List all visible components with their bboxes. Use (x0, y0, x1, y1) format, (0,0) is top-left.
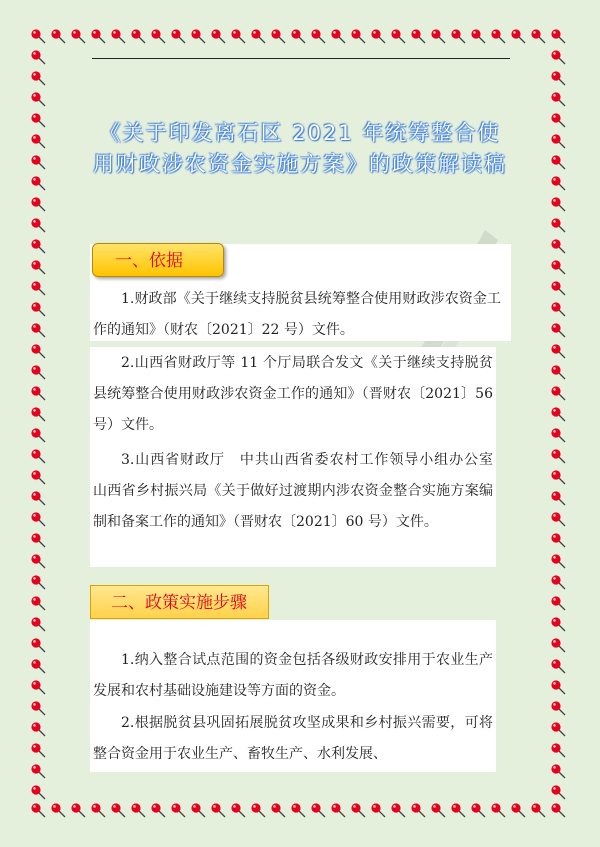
pushpin-icon (551, 29, 565, 43)
pushpin-icon (371, 29, 385, 43)
pushpin-icon (551, 71, 565, 85)
pushpin-icon (31, 764, 45, 778)
pushpin-icon (351, 29, 365, 43)
pushpin-icon (471, 29, 485, 43)
pushpin-icon (131, 29, 145, 43)
pushpin-icon (551, 554, 565, 568)
pushpin-icon (31, 512, 45, 526)
pushpin-icon (551, 323, 565, 337)
pushpin-icon (271, 29, 285, 43)
pushpin-icon (31, 407, 45, 421)
pushpin-icon (331, 803, 345, 817)
pushpin-icon (31, 785, 45, 799)
pushpin-icon (31, 743, 45, 757)
pushpin-icon (191, 29, 205, 43)
pushpin-icon (291, 29, 305, 43)
pushpin-icon (351, 803, 365, 817)
pushpin-icon (31, 92, 45, 106)
pushpin-icon (51, 29, 65, 43)
pushpin-icon (551, 764, 565, 778)
pushpin-icon (431, 29, 445, 43)
steps-item-2: 2.根据脱贫县巩固拓展脱贫攻坚成果和乡村振兴需要，可将整合资金用于农业生产、畜牧生产、水利发展、 (93, 715, 493, 762)
pushpin-icon (311, 29, 325, 43)
pushpin-icon (31, 386, 45, 400)
pushpin-icon (331, 29, 345, 43)
pushpin-icon (151, 803, 165, 817)
pushpin-icon (31, 659, 45, 673)
pushpin-icon (551, 218, 565, 232)
section-heading-steps: 二、政策实施步骤 (90, 585, 269, 619)
pushpin-icon (91, 29, 105, 43)
pushpin-icon (511, 803, 525, 817)
pushpin-icon (451, 803, 465, 817)
pushpin-icon (551, 302, 565, 316)
pushpin-icon (191, 803, 205, 817)
pushpin-icon (51, 803, 65, 817)
pushpin-icon (551, 134, 565, 148)
pushpin-icon (31, 596, 45, 610)
pushpin-icon (551, 344, 565, 358)
top-divider (92, 58, 510, 59)
pushpin-icon (531, 29, 545, 43)
pushpin-icon (411, 29, 425, 43)
pushpin-icon (551, 701, 565, 715)
pushpin-icon (31, 575, 45, 589)
pushpin-icon (551, 638, 565, 652)
pushpin-icon (31, 344, 45, 358)
pushpin-icon (31, 218, 45, 232)
pushpin-icon (551, 197, 565, 211)
pushpin-icon (551, 617, 565, 631)
pushpin-icon (31, 449, 45, 463)
pushpin-icon (111, 29, 125, 43)
pushpin-icon (371, 803, 385, 817)
pushpin-icon (171, 29, 185, 43)
document-title: 《关于印发离石区 2021 年统筹整合使用财政涉农资金实施方案》的政策解读稿 (93, 121, 507, 176)
pushpin-icon (551, 785, 565, 799)
pushpin-icon (31, 638, 45, 652)
pushpin-icon (251, 29, 265, 43)
pushpin-icon (211, 803, 225, 817)
basis-item-2: 2.山西省财政厅等 11 个厅局联合发文《关于继续支持脱贫县统筹整合使用财政涉农资金工作的通知》（晋财农〔2021〕56 号）文件。 (93, 355, 493, 433)
pushpin-icon (551, 803, 565, 817)
pushpin-icon (511, 29, 525, 43)
pushpin-icon (291, 803, 305, 817)
section-heading-basis: 一、依据 (92, 243, 224, 277)
basis-item-3: 3.山西省财政厅 中共山西省委农村工作领导小组办公室 山西省乡村振兴局《关于做好过渡期内涉农资金整合实施方案编制和备案工作的通知》（晋财农〔2021〕60 号）文件。 (93, 452, 507, 530)
pushpin-icon (31, 701, 45, 715)
pushpin-icon (551, 113, 565, 127)
pushpin-icon (171, 803, 185, 817)
pushpin-icon (211, 29, 225, 43)
pushpin-icon (411, 803, 425, 817)
pushpin-icon (431, 803, 445, 817)
pushpin-icon (31, 281, 45, 295)
pushpin-icon (151, 29, 165, 43)
pushpin-icon (311, 803, 325, 817)
pushpin-icon (551, 386, 565, 400)
pushpin-icon (71, 29, 85, 43)
pushpin-icon (31, 323, 45, 337)
pushpin-icon (31, 302, 45, 316)
pushpin-icon (31, 197, 45, 211)
pushpin-icon (551, 365, 565, 379)
pushpin-icon (31, 491, 45, 505)
steps-item-1: 1.纳入整合试点范围的资金包括各级财政安排用于农业生产发展和农村基础设施建设等方面的资金。 (93, 652, 493, 699)
pushpin-icon (251, 803, 265, 817)
pushpin-icon (551, 155, 565, 169)
pushpin-icon (551, 281, 565, 295)
pushpin-icon (551, 470, 565, 484)
pushpin-icon (491, 803, 505, 817)
pushpin-icon (551, 449, 565, 463)
pushpin-icon (31, 617, 45, 631)
pushpin-icon (551, 575, 565, 589)
pushpin-icon (551, 407, 565, 421)
pushpin-icon (91, 803, 105, 817)
pushpin-icon (551, 92, 565, 106)
pushpin-icon (231, 803, 245, 817)
pushpin-icon (31, 428, 45, 442)
pushpin-icon (551, 722, 565, 736)
pushpin-icon (551, 176, 565, 190)
pushpin-icon (391, 29, 405, 43)
pushpin-icon (71, 803, 85, 817)
pushpin-icon (551, 239, 565, 253)
pushpin-icon (31, 680, 45, 694)
pushpin-icon (551, 533, 565, 547)
pushpin-icon (551, 512, 565, 526)
pushpin-icon (491, 29, 505, 43)
pushpin-icon (31, 533, 45, 547)
pushpin-icon (31, 29, 45, 43)
pushpin-icon (131, 803, 145, 817)
pushpin-icon (391, 803, 405, 817)
pushpin-icon (231, 29, 245, 43)
pushpin-icon (31, 176, 45, 190)
pushpin-icon (31, 239, 45, 253)
pushpin-icon (31, 50, 45, 64)
pushpin-icon (551, 491, 565, 505)
pushpin-icon (471, 803, 485, 817)
basis-item-1: 1.财政部《关于继续支持脱贫县统筹整合使用财政涉农资金工作的通知》（财农〔2021〕22 号）文件。 (93, 291, 501, 338)
pushpin-icon (551, 659, 565, 673)
pushpin-icon (551, 260, 565, 274)
pushpin-icon (551, 743, 565, 757)
pushpin-icon (551, 50, 565, 64)
pushpin-icon (551, 596, 565, 610)
pushpin-icon (31, 71, 45, 85)
pushpin-icon (31, 554, 45, 568)
pushpin-icon (551, 428, 565, 442)
pushpin-icon (31, 134, 45, 148)
pushpin-icon (551, 680, 565, 694)
pushpin-icon (451, 29, 465, 43)
pushpin-icon (111, 803, 125, 817)
pushpin-icon (31, 155, 45, 169)
pushpin-icon (531, 803, 545, 817)
pushpin-icon (31, 803, 45, 817)
pushpin-icon (31, 113, 45, 127)
pushpin-icon (271, 803, 285, 817)
pushpin-icon (31, 722, 45, 736)
pushpin-icon (31, 470, 45, 484)
pushpin-icon (31, 365, 45, 379)
pushpin-icon (31, 260, 45, 274)
